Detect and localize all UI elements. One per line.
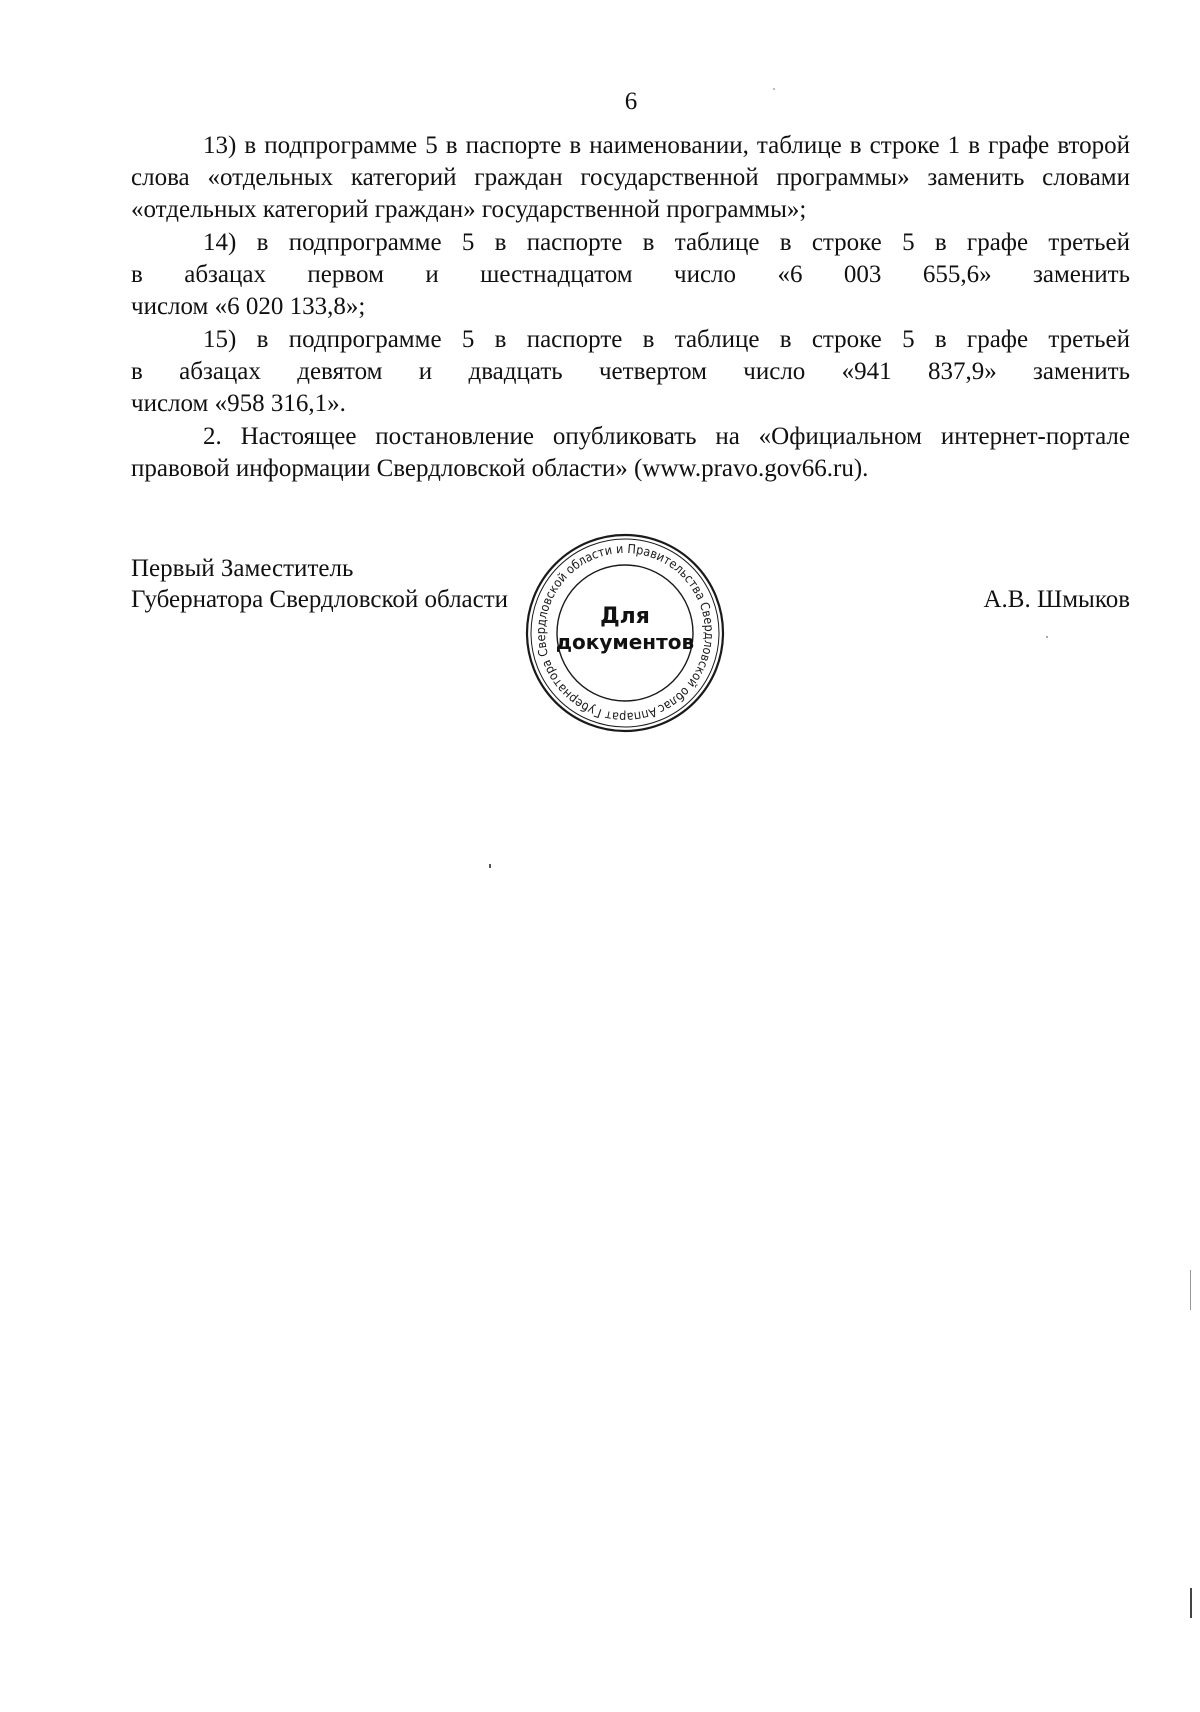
paragraph-item-13: 13) в подпрограмме 5 в паспорте в наименовании, таблице в строке 1 в графе второй слова «отдельных категорий граждан государственной программы» заменить словами «отдельных категорий граждан» государственной программы»; bbox=[131, 132, 1130, 223]
paragraph-publication: 2. Настоящее постановление опубликовать на «Официальном интернет-портале правовой информации Свердловской области» (www.pravo.gov66.ru). bbox=[131, 423, 1130, 482]
paragraph-14-line-1: 14) в подпрограмме 5 в паспорте в таблице в строке 5 в графе третьей bbox=[203, 229, 1130, 256]
paragraph-14-line-3: числом «6 020 133,8»; bbox=[131, 293, 366, 320]
scan-speck bbox=[1190, 1270, 1191, 1310]
scan-speck bbox=[1190, 1588, 1192, 1618]
paragraph-15-line-1: 15) в подпрограмме 5 в паспорте в таблице в строке 5 в графе третьей bbox=[203, 326, 1130, 353]
paragraph-item-14 bbox=[131, 227, 1130, 323]
stamp-ring-text: Аппарат Губернатора Свердловской области и Правительства Свердловской области bbox=[532, 540, 718, 726]
signatory-position-line-1: Первый Заместитель bbox=[131, 555, 354, 582]
stamp-center-line-2: документов bbox=[555, 630, 695, 654]
document-body bbox=[131, 130, 1130, 485]
signatory-position-line-2: Губернатора Свердловской области bbox=[131, 586, 509, 613]
scan-speck bbox=[773, 88, 775, 90]
scan-speck bbox=[489, 864, 491, 868]
paragraph-14-line-2: в абзацах первом и шестнадцатом число «6 003 655,6» заменить bbox=[131, 261, 1130, 288]
page-number: 6 bbox=[624, 88, 638, 115]
paragraph-15-line-3: числом «958 316,1». bbox=[131, 390, 346, 417]
signatory-position bbox=[131, 553, 508, 615]
paragraph-item-15 bbox=[131, 324, 1130, 420]
stamp-center-line-1: Для bbox=[600, 604, 650, 629]
scan-speck bbox=[1046, 636, 1048, 638]
signatory-name: А.В. Шмыков bbox=[983, 586, 1130, 613]
paragraph-15-line-2: в абзацах девятом и двадцать четвертом число «941 837,9» заменить bbox=[131, 358, 1130, 385]
official-stamp bbox=[520, 528, 730, 738]
